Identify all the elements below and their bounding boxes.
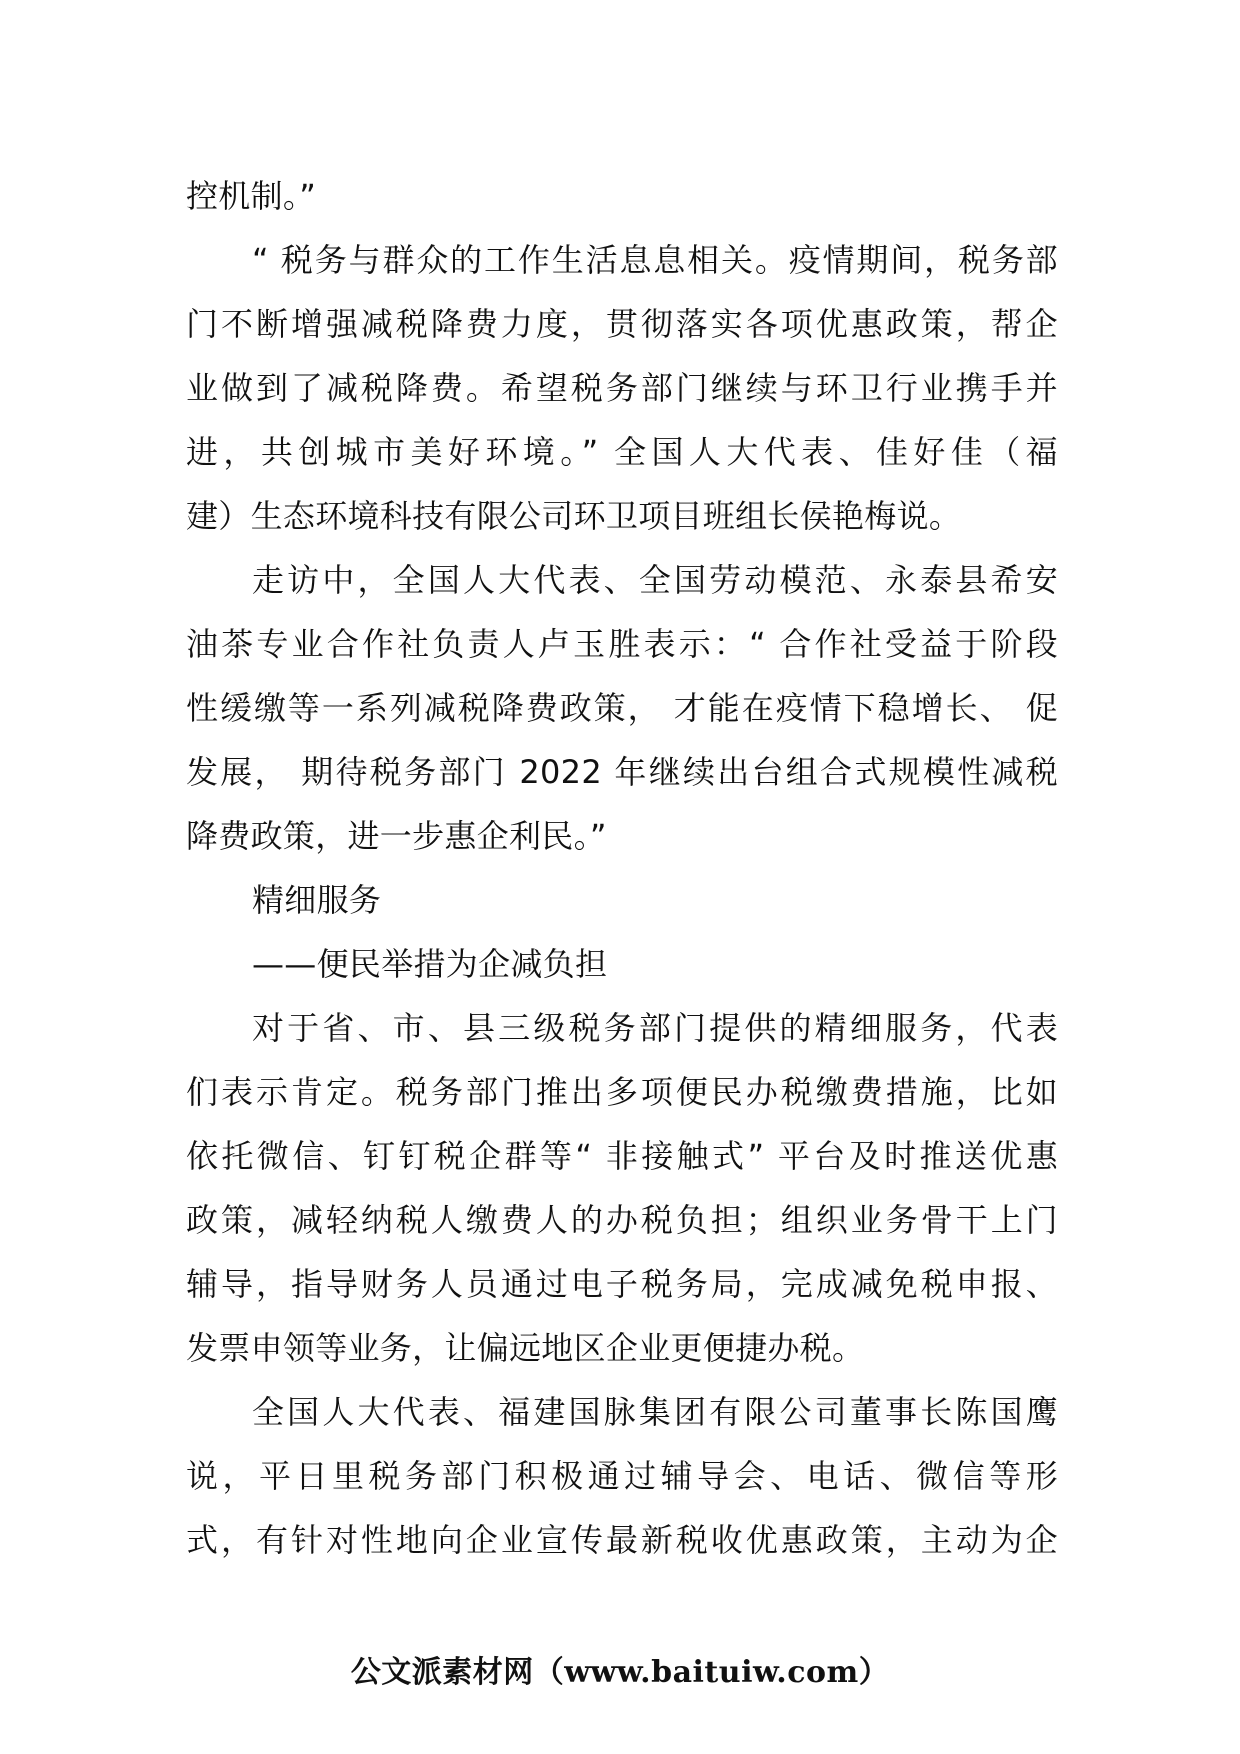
text-line: “ 税务与群众的工作生活息息相关。疫情期间，税务部: [252, 241, 1058, 279]
text-line: 式，有针对性地向企业宣传最新税收优惠政策，主动为企: [186, 1521, 1058, 1559]
text-line: 依托微信、钉钉税企群等“ 非接触式” 平台及时推送优惠: [186, 1137, 1058, 1175]
text-line: 性缓缴等一系列减税降费政策， 才能在疫情下稳增长、 促: [186, 689, 1058, 727]
text-line: 发票申领等业务，让偏远地区企业更便捷办税。: [186, 1329, 865, 1367]
text-line: 建）生态环境科技有限公司环卫项目班组长侯艳梅说。: [186, 497, 962, 535]
section-subheading: ——便民举措为企减负担: [252, 945, 608, 983]
text-line: 政策，减轻纳税人缴费人的办税负担；组织业务骨干上门: [186, 1201, 1058, 1239]
text-line: 对于省、市、县三级税务部门提供的精细服务，代表: [252, 1009, 1058, 1047]
document-body: [186, 164, 1058, 1572]
text-line: 走访中，全国人大代表、全国劳动模范、永泰县希安: [252, 561, 1058, 599]
text-line: 全国人大代表、福建国脉集团有限公司董事长陈国鹰: [252, 1393, 1058, 1431]
section-heading: 精细服务: [252, 881, 382, 919]
text-line: 油茶专业合作社负责人卢玉胜表示：“ 合作社受益于阶段: [186, 625, 1058, 663]
text-line: 控机制。”: [186, 177, 317, 215]
text-line: 发展， 期待税务部门 2022 年继续出台组合式规模性减税: [186, 753, 1058, 791]
text-line: 业做到了减税降费。希望税务部门继续与环卫行业携手并: [186, 369, 1058, 407]
text-line: 们表示肯定。税务部门推出多项便民办税缴费措施，比如: [186, 1073, 1058, 1111]
text-line: 说，平日里税务部门积极通过辅导会、电话、微信等形: [186, 1457, 1058, 1495]
text-line: 进，共创城市美好环境。” 全国人大代表、佳好佳（福: [186, 433, 1058, 471]
text-line: 门不断增强减税降费力度，贯彻落实各项优惠政策，帮企: [186, 305, 1058, 343]
text-line: 降费政策，进一步惠企利民。”: [186, 817, 607, 855]
text-line: 辅导，指导财务人员通过电子税务局，完成减免税申报、: [186, 1265, 1058, 1303]
footer-watermark: 公文派素材网（www.baituiw.com）: [350, 1655, 890, 1690]
